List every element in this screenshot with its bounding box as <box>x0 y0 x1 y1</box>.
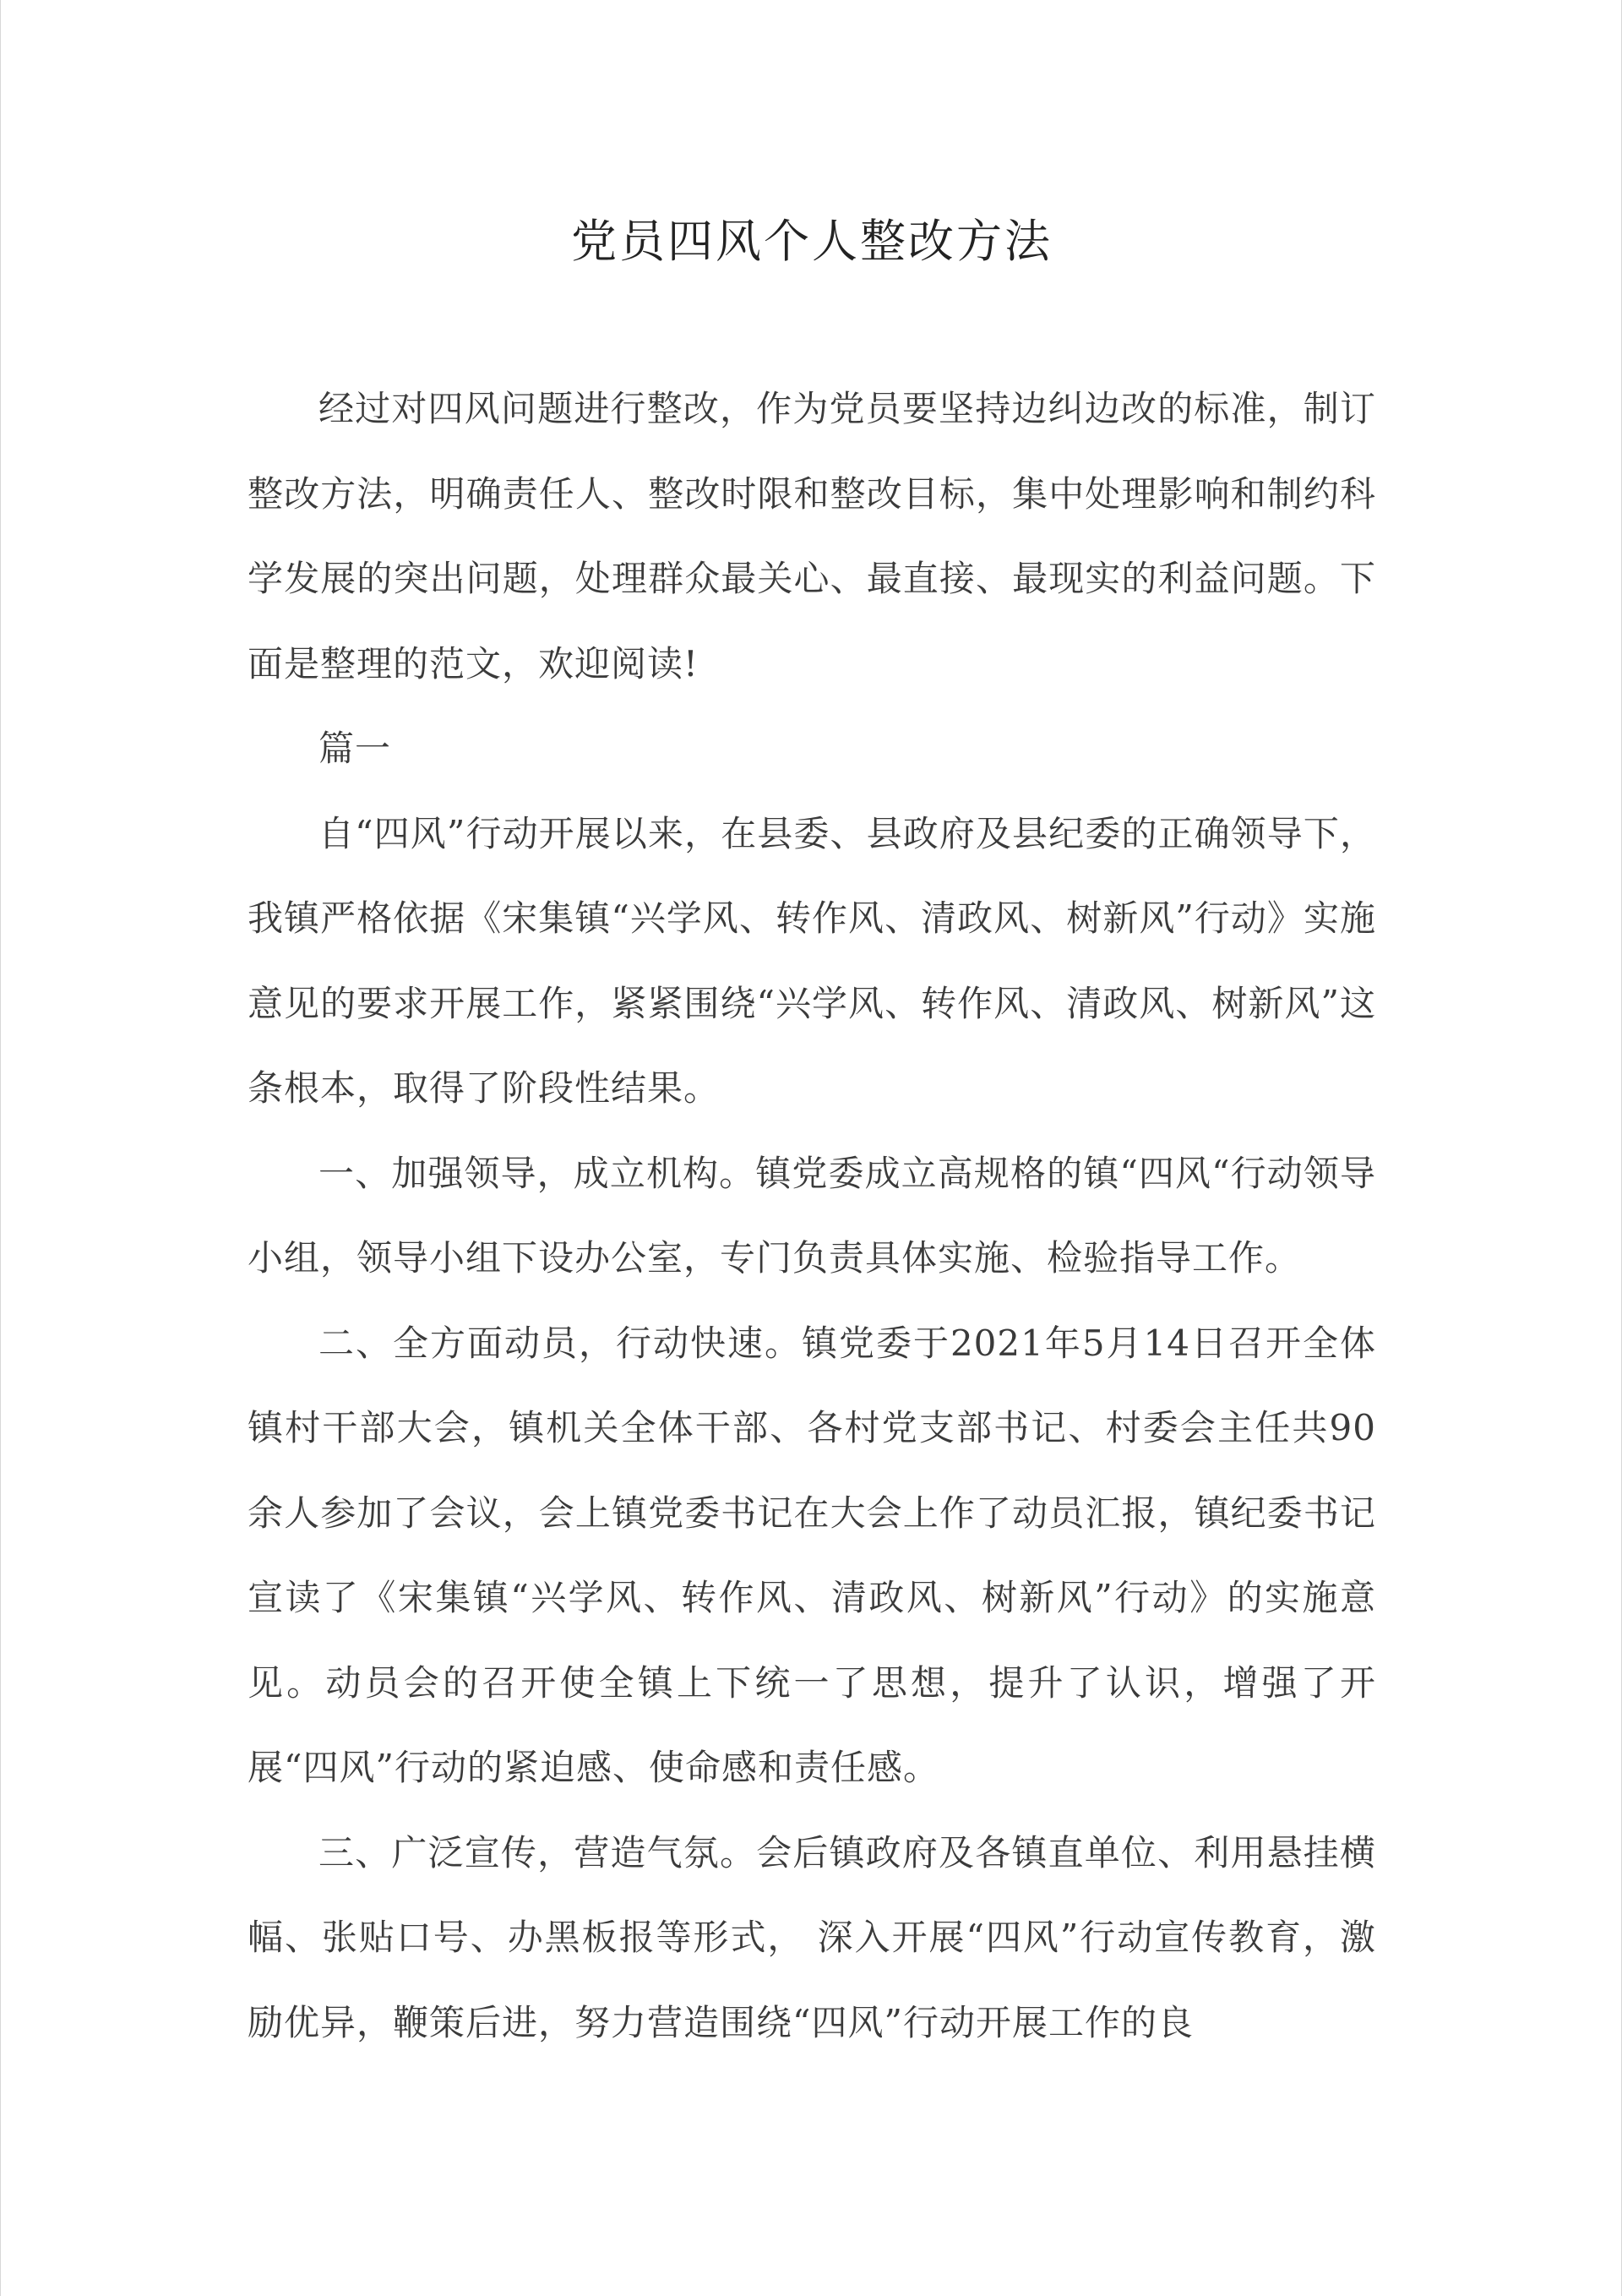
document-body <box>248 367 1376 2065</box>
body-paragraph: 二、全方面动员，行动快速。镇党委于2021年5月14日召开全体镇村干部大会，镇机关全体干部、各村党支部书记、村委会主任共90余人参加了会议，会上镇党委书记在大会上作了动员汇报，镇纪委书记宣读了《宋集镇“兴学风、转作风、清政风、树新风”行动》的实施意见。动员会的召开使全镇上下统一了思想，提升了认识，增强了开展“四风”行动的紧迫感、使命感和责任感。 <box>248 1322 1376 1788</box>
document-title: 党员四风个人整改方法 <box>571 215 1053 268</box>
body-paragraph: 自“四风”行动开展以来，在县委、县政府及县纪委的正确领导下，我镇严格依据《宋集镇“兴学风、转作风、清政风、树新风”行动》实施意见的要求开展工作，紧紧围绕“兴学风、转作风、清政风、树新风”这条根本，取得了阶段性结果。 <box>248 812 1376 1109</box>
intro-paragraph: 经过对四风问题进行整改，作为党员要坚持边纠边改的标准，制订整改方法，明确责任人、整改时限和整改目标，集中处理影响和制约科学发展的突出问题，处理群众最关心、最直接、最现实的利益问题。下面是整理的范文，欢迎阅读! <box>248 388 1376 684</box>
body-paragraph: 一、加强领导，成立机构。镇党委成立高规格的镇“四风“行动领导小组，领导小组下设办公室，专门负责具体实施、检验指导工作。 <box>248 1152 1376 1279</box>
body-paragraph: 三、广泛宣传，营造气氛。会后镇政府及各镇直单位、利用悬挂横幅、张贴口号、办黑板报等形式， 深入开展“四风”行动宣传教育，激励优异，鞭策后进，努力营造围绕“四风”行动开展工作的良 <box>248 1831 1376 2043</box>
section-heading: 篇一 <box>318 728 392 769</box>
